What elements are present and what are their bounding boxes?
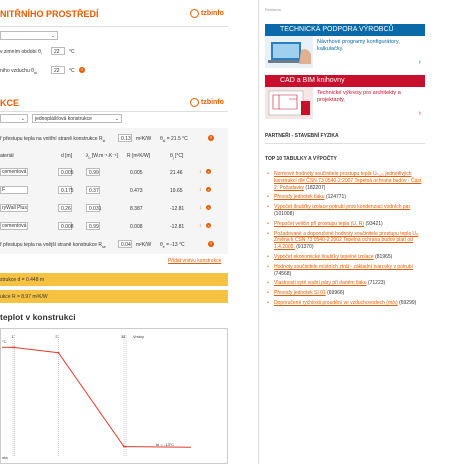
temperature-profile-line	[13, 347, 126, 446]
list-item[interactable]: • Hodnoty součinitele místních ztrát - základní tvarovky v potrubí (74568)	[267, 263, 413, 277]
layers-axis-label: Vrstvy	[133, 334, 144, 339]
theta-value: 19.65	[170, 188, 183, 194]
table-row	[0, 222, 228, 232]
header-theta: $\theta_j$ [°C]	[170, 153, 184, 160]
chevron-right-icon: ›	[418, 110, 421, 117]
unit: °C	[69, 68, 75, 74]
material-select[interactable]: ryWall Plus	[2, 205, 27, 211]
logo-circle-icon	[190, 9, 199, 18]
layer-number-label: 4	[123, 334, 126, 339]
chevron-right-icon: ›	[418, 59, 421, 66]
rsi-row	[0, 134, 228, 144]
sidebar	[265, 0, 425, 464]
table-row	[0, 186, 228, 196]
table-row	[0, 204, 228, 214]
arrow-icon[interactable]: ↕	[199, 169, 202, 175]
theta-si: $\theta_{si} = 21.5$ °C	[160, 136, 188, 143]
temperature-point	[58, 352, 60, 354]
rse-label: ř přestupu tepla na vnější straně konstrukce $R_{se}$	[0, 242, 106, 249]
list-item[interactable]: • Doporučené rychlosti proudění ve vzduchovodech (m/s) (69299)	[267, 299, 417, 306]
banner-title: CAD a BIM knihovny	[265, 75, 425, 87]
rsi-input[interactable]: 0.13	[118, 134, 132, 142]
theta-value: -12.81	[170, 206, 185, 212]
banner-body: Technické výkresy pro architekty a projektanty.	[317, 90, 401, 103]
air-temp-input[interactable]: 22	[51, 66, 65, 74]
bullet-icon: •	[267, 230, 269, 237]
result-thickness	[0, 273, 228, 286]
rsi-label: ř přestupu tepla na vnitřní straně konstrukce $R_{si}$	[0, 136, 106, 143]
label: ního vzduchu $\theta_{ai}$	[0, 68, 37, 75]
logo-circle-icon	[190, 98, 199, 107]
layer-number-label: 1	[11, 334, 14, 339]
chart-section-title: teplot v konstrukci	[0, 312, 76, 322]
thickness-input[interactable]: 0.26	[58, 204, 72, 212]
environment-select[interactable]	[0, 31, 58, 40]
r-value: 0.473	[130, 188, 143, 194]
r-value: 0.008	[130, 224, 143, 230]
theta-value: 21.46	[170, 170, 183, 176]
construction-type-select[interactable]	[32, 114, 122, 123]
lambda-input[interactable]: 0.37	[86, 186, 100, 194]
arrow-icon[interactable]: ↕	[199, 205, 202, 211]
bullet-icon: •	[267, 220, 269, 227]
r-value: 8.387	[130, 206, 143, 212]
header-d: d [m]	[61, 153, 73, 159]
rse-unit: m²K/W	[136, 242, 152, 248]
list-item[interactable]: • Přepočet veličin při prostupu tepla (U, R) (93421)	[267, 220, 383, 227]
list-item[interactable]: • Výpočet ekonomické tloušťky tepelné izolace (81965)	[267, 253, 393, 260]
unit: °C	[69, 49, 75, 55]
laptop-hand-illustration-icon	[265, 36, 313, 68]
thickness-input[interactable]: 0.005	[58, 168, 72, 176]
rse-row	[0, 240, 228, 250]
section-title: NITŘNÍHO PROSTŘEDÍ	[0, 9, 99, 19]
bullet-icon: •	[267, 171, 269, 177]
list-item[interactable]: • Normové hodnoty součinitele prostupu tepla Uₙ,₂₀ jednotlivých konstrukcí dle ČSN 73 0540-2:2007 Tepelná ochrana budov - Část 2: Požadavky (182207)	[267, 171, 422, 191]
exterior-temp-label: te = -13°C	[156, 442, 175, 448]
bullet-icon: •	[267, 299, 269, 306]
arrow-icon[interactable]: ↕	[199, 223, 202, 229]
remove-layer-icon[interactable]: ×	[207, 169, 210, 174]
interior-temp-input[interactable]: 22	[51, 47, 65, 55]
divider	[0, 26, 228, 27]
lambda-input[interactable]: 0.99	[86, 168, 100, 176]
arrow-icon[interactable]: ↕	[199, 187, 202, 193]
remove-layer-icon[interactable]: ×	[207, 205, 210, 210]
chevron-down-icon: ⌄	[50, 33, 55, 39]
material-select[interactable]: F	[0, 186, 28, 194]
thickness-input[interactable]: 0.175	[58, 186, 72, 194]
temperature-point	[13, 347, 15, 349]
info-icon[interactable]: ?	[209, 241, 213, 246]
list-item[interactable]: • Výpočet tloušťky izolace potrubí proti kondenzaci vodních par (101008)	[267, 204, 411, 217]
bullet-icon: •	[267, 290, 269, 297]
column-divider	[258, 0, 259, 464]
partners-heading: PARTNEŘI - STAVEBNÍ FYZIKA	[265, 133, 339, 139]
result-resistance-text: ukce R = 8.97 m²K/W	[0, 294, 48, 300]
construction-type-first-select[interactable]	[0, 114, 28, 123]
tzbinfo-logo	[190, 97, 224, 109]
temperature-chart	[0, 328, 228, 464]
list-item[interactable]: • Vlastnosti syté vodní páry při daném tlaku (71223)	[267, 280, 386, 287]
r-value: 0.005	[130, 170, 143, 176]
top10-list	[265, 171, 425, 310]
header-lambda: $\lambda_u$ [W.m⁻¹.K⁻¹]	[86, 153, 118, 160]
chevron-down-icon: ⌄	[114, 116, 119, 122]
list-item[interactable]: • Převody jednotek tlaku (124771)	[267, 194, 346, 201]
header-material: ateriál	[0, 153, 14, 159]
material-select[interactable]: cementová	[2, 223, 27, 229]
remove-layer-icon[interactable]: ×	[207, 187, 210, 192]
section-header-construction	[0, 95, 228, 111]
banner-cad-bim[interactable]	[265, 75, 425, 119]
result-resistance	[0, 290, 228, 303]
tzbinfo-logo	[190, 8, 224, 20]
bullet-icon: •	[267, 204, 269, 211]
select-value: jednoplášťová konstrukce	[35, 116, 92, 122]
add-layer-link[interactable]: Přidat vrstvu konstrukce	[168, 258, 222, 264]
chevron-down-icon: ⌄	[20, 116, 25, 122]
calculator-panel	[0, 0, 228, 464]
top10-heading: TOP 10 TABULKY A VÝPOČTY	[265, 156, 337, 162]
bullet-icon: •	[267, 194, 269, 201]
bullet-icon: •	[267, 280, 269, 287]
section-header-environment	[0, 6, 228, 22]
blueprint-illustration-icon	[265, 87, 313, 119]
divider	[265, 143, 425, 144]
label: v zimním období $\theta_i$	[0, 49, 42, 56]
info-icon[interactable]: ?	[209, 135, 213, 140]
left-top-label: °C	[2, 339, 7, 344]
theta-value: -12.81	[170, 224, 185, 230]
temperature-chart-svg	[1, 329, 227, 463]
banner-title: TECHNICKÁ PODPORA VÝROBCŮ	[265, 24, 425, 36]
bullet-icon: •	[267, 263, 269, 270]
list-item[interactable]: • Požadované a doporučené hodnoty součinitele prostupu tepla Uₙ Změna k ČSN 73 0540-2:2002 Tepelná ochrana budov platí od 1.4.2005. (91370)	[267, 230, 419, 251]
logo-text: tzbinfo	[201, 10, 224, 17]
theta-e: $\theta_e = -13$ °C	[160, 242, 185, 249]
result-thickness-text: strukce d = 0.448 m	[0, 277, 45, 283]
lambda-input[interactable]: 0.031	[86, 204, 100, 212]
info-icon[interactable]: ?	[80, 67, 84, 72]
header-r: R [m²K/W]	[127, 153, 151, 159]
layer-number-label: 3	[120, 334, 124, 339]
list-item[interactable]: • Převody jednotek SI 01 (69966)	[267, 290, 345, 297]
table-row	[0, 168, 228, 178]
thickness-input[interactable]: 0.008	[58, 222, 72, 230]
lambda-input[interactable]: 0.99	[86, 222, 100, 230]
left-bottom-label: ota	[2, 455, 8, 460]
temperature-point	[123, 446, 125, 448]
logo-text: tzbinfo	[201, 99, 224, 106]
temperature-point	[125, 446, 127, 448]
banner-technical-support[interactable]	[265, 24, 425, 68]
rsi-unit: m²K/W	[136, 136, 152, 142]
bullet-icon: •	[267, 253, 269, 260]
table-header	[0, 152, 228, 162]
section-title: KCE	[0, 98, 20, 108]
divider	[0, 111, 228, 112]
material-select[interactable]: cementová	[2, 169, 27, 175]
layer-number-label: 2	[55, 334, 58, 339]
rse-input[interactable]: 0.04	[118, 240, 132, 248]
banner-body: Návrhové programy konfigurátory, kalkulačky.	[317, 39, 400, 52]
ad-label: Reklama	[265, 7, 281, 12]
remove-layer-icon[interactable]: ×	[207, 223, 210, 228]
